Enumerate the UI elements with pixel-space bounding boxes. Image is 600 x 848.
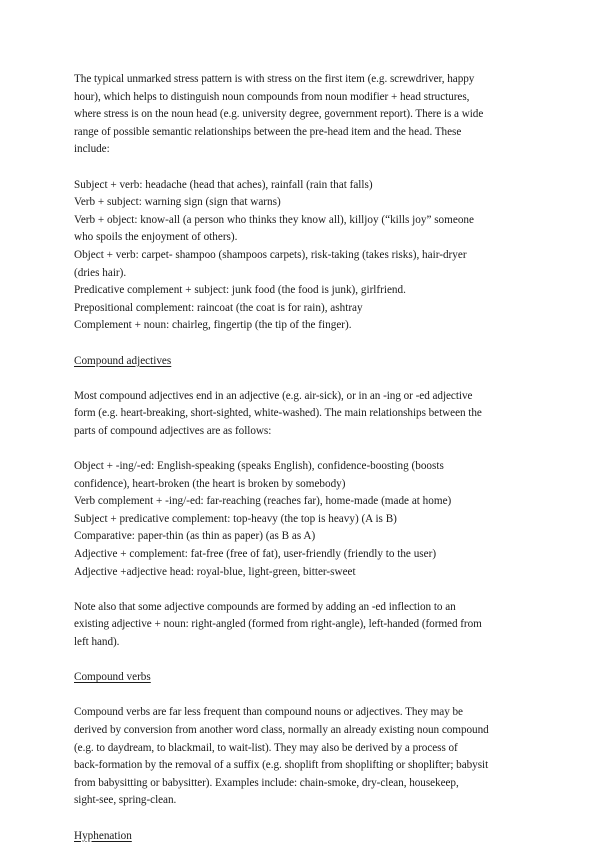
verbs-line: back-formation by the removal of a suffix (e.g. shoplift from shoplifting or shoplifter; babysit <box>74 759 489 772</box>
compound-verbs-heading: Compound verbs <box>74 671 151 684</box>
noun-relation-line: Prepositional complement: raincoat (the coat is for rain), ashtray <box>74 301 363 314</box>
noun-relations-list <box>74 177 540 335</box>
verbs-line: derived by conversion from another word class, normally an already existing noun compound <box>74 723 489 736</box>
verbs-line: Compound verbs are far less frequent than compound nouns or adjectives. They may be <box>74 706 463 719</box>
intro-line: hour), which helps to distinguish noun compounds from noun modifier + head structures, <box>74 90 470 103</box>
adjective-relation-line: Object + -ing/-ed: English-speaking (speaks English), confidence-boosting (boosts <box>74 460 444 473</box>
verbs-line: from babysitting or babysitter). Examples include: chain-smoke, dry-clean, housekeep, <box>74 776 459 789</box>
intro-line: include: <box>74 143 110 156</box>
intro-line: where stress is on the noun head (e.g. university degree, government report). There is a wide <box>74 108 484 121</box>
noun-relation-line: Verb + object: know-all (a person who thinks they know all), killjoy (“kills joy” someone <box>74 213 474 226</box>
adjective-relation-line: confidence), heart-broken (the heart is broken by somebody) <box>74 477 346 490</box>
noun-relation-line: (dries hair). <box>74 266 127 279</box>
adjectives-note-line: left hand). <box>74 636 120 648</box>
adjective-relation-line: Adjective + complement: fat-free (free of fat), user-friendly (friendly to the user) <box>74 548 437 561</box>
adjective-relations-list <box>74 458 540 581</box>
adjectives-intro-line: form (e.g. heart-breaking, short-sighted, white-washed). The main relationships between the <box>74 407 482 420</box>
noun-relation-line: who spoils the enjoyment of others). <box>74 231 238 244</box>
intro-line: range of possible semantic relationships between the pre-head item and the head. These <box>74 125 462 138</box>
noun-relation-line: Subject + verb: headache (head that aches), rainfall (rain that falls) <box>74 178 373 191</box>
verbs-line: (e.g. to daydream, to blackmail, to wait-list). They may also be derived by a process of <box>74 741 458 754</box>
adjectives-intro-line: Most compound adjectives end in an adjective (e.g. air-sick), or in an -ing or -ed adjective <box>74 389 473 402</box>
compound-adjectives-heading: Compound adjectives <box>74 354 172 367</box>
hyphenation-heading: Hyphenation <box>74 829 132 842</box>
adjective-relation-line: Adjective +adjective head: royal-blue, light-green, bitter-sweet <box>74 565 356 578</box>
intro-line: The typical unmarked stress pattern is with stress on the first item (e.g. screwdriver, happy <box>74 73 475 85</box>
adjective-relation-line: Verb complement + -ing/-ed: far-reaching (reaches far), home-made (made at home) <box>74 495 452 508</box>
adjectives-note-paragraph <box>74 599 540 652</box>
intro-paragraph <box>74 71 540 159</box>
noun-relation-line: Verb + subject: warning sign (sign that warns) <box>74 196 281 209</box>
adjective-relation-line: Subject + predicative complement: top-heavy (the top is heavy) (A is B) <box>74 512 397 525</box>
verbs-line: sight-see, spring-clean. <box>74 794 177 807</box>
compound-adjectives-intro <box>74 388 540 441</box>
adjectives-note-line: existing adjective + noun: right-angled (formed from right-angle), left-handed (formed from <box>74 618 482 631</box>
noun-relation-line: Predicative complement + subject: junk food (the food is junk), girlfriend. <box>74 284 406 297</box>
adjectives-note-line: Note also that some adjective compounds are formed by adding an -ed inflection to an <box>74 600 456 613</box>
adjective-relation-line: Comparative: paper-thin (as thin as paper) (as B as A) <box>74 530 316 543</box>
noun-relation-line: Object + verb: carpet- shampoo (shampoos carpets), risk-taking (takes risks), hair-dryer <box>74 248 467 261</box>
adjectives-intro-line: parts of compound adjectives are as follows: <box>74 424 272 437</box>
noun-relation-line: Complement + noun: chairleg, fingertip (the tip of the finger). <box>74 319 352 332</box>
compound-verbs-paragraph <box>74 704 540 810</box>
